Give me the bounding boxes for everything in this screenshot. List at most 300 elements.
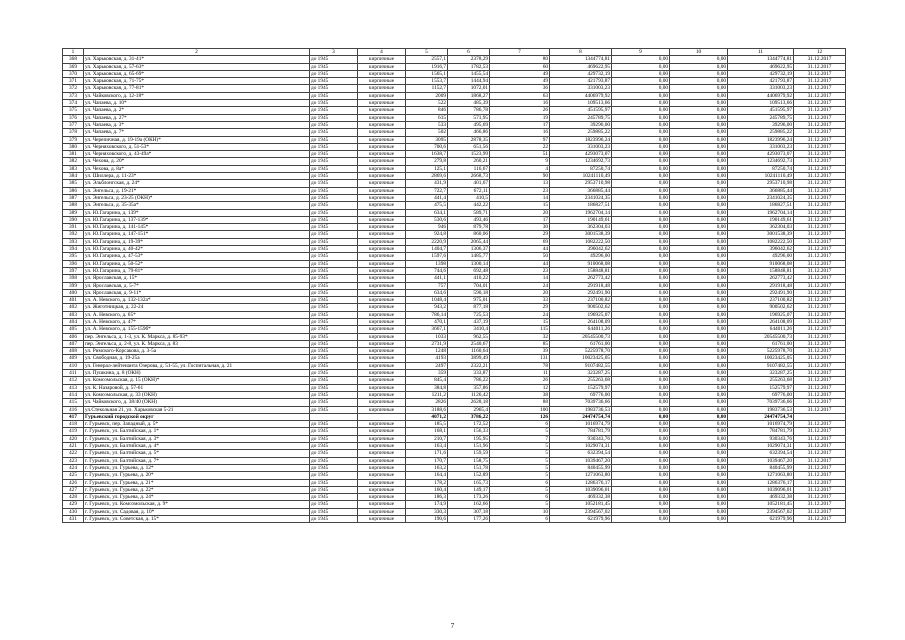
- table-cell: 5225978,70: [728, 348, 794, 355]
- table-cell: 0,00: [612, 202, 670, 209]
- table-cell: 0,00: [612, 260, 670, 267]
- table-cell: 151,78: [448, 464, 490, 471]
- table-cell: 846: [406, 107, 448, 114]
- table-cell: 31.12.2017: [794, 100, 846, 107]
- table-cell: 1638,7: [406, 151, 448, 158]
- table-cell: 30: [490, 224, 550, 231]
- table-cell: 5: [490, 450, 550, 457]
- table-cell: до 1945: [310, 355, 358, 362]
- table-cell: до 1945: [310, 114, 358, 121]
- table-cell: ул. Черняховского, д. 51-53*: [84, 143, 310, 150]
- table-cell: кирпичные: [358, 304, 406, 311]
- table-cell: 10: [490, 508, 550, 515]
- table-cell: 190149,61: [550, 216, 612, 223]
- table-cell: 786,14: [406, 311, 448, 318]
- table-cell: 31.12.2017: [794, 464, 846, 471]
- table-cell: 0,00: [612, 238, 670, 245]
- table-cell: 9107482,55: [728, 362, 794, 369]
- table-cell: ул. Чайковского, д. 38/40 (ОКН): [84, 399, 310, 406]
- table-cell: 31.12.2017: [794, 136, 846, 143]
- table-cell: ул. Римского-Корсакова, д. 3-5а: [84, 348, 310, 355]
- table-cell: 475,5: [406, 202, 448, 209]
- table-cell: 31.12.2017: [794, 391, 846, 398]
- table-cell: 0,00: [612, 194, 670, 201]
- table-cell: 371: [63, 78, 84, 85]
- table-cell: 31.12.2017: [794, 289, 846, 296]
- column-number-cell: 8: [550, 49, 612, 56]
- table-cell: 163,2: [406, 464, 448, 471]
- table-cell: 31.12.2017: [794, 428, 846, 435]
- table-cell: 396: [63, 260, 84, 267]
- table-cell: 109513,66: [550, 100, 612, 107]
- table-cell: 417: [63, 413, 84, 420]
- table-cell: 3410,4: [448, 326, 490, 333]
- table-cell: 0,00: [670, 238, 728, 245]
- column-number-cell: 3: [310, 49, 358, 56]
- table-cell: г. Гурьевск, ул. Балтийская, д. 5*: [84, 450, 310, 457]
- table-cell: 366885,44: [550, 187, 612, 194]
- table-cell: ул. Ю.Гагарина, д. 47-53*: [84, 253, 310, 260]
- table-cell: 291918,48: [550, 282, 612, 289]
- table-cell: 401,67: [448, 180, 490, 187]
- table-cell: до 1945: [310, 253, 358, 260]
- table-cell: ул. Энгельса, д. 23-25 (ОКН)*: [84, 194, 310, 201]
- table-row: [63, 165, 846, 172]
- table-cell: 0,00: [670, 187, 728, 194]
- table-cell: 323287,25: [550, 370, 612, 377]
- table-cell: 786,22: [448, 377, 490, 384]
- table-cell: г. Гурьевск, ул. Гурьева, д. 20*: [84, 472, 310, 479]
- table-cell: 0,00: [670, 282, 728, 289]
- table-cell: 962,55: [448, 333, 490, 340]
- table-cell: 368: [63, 56, 84, 63]
- table-cell: до 1945: [310, 479, 358, 486]
- table-cell: 404: [63, 318, 84, 325]
- table-row: [63, 63, 846, 70]
- table-cell: ул. Свободная, д. 19-25а: [84, 355, 310, 362]
- table-cell: [310, 413, 358, 420]
- table-cell: г. Гурьевск, ул. Гурьева, д. 22*: [84, 486, 310, 493]
- table-cell: ул. Жиготницкая, д. 22-24: [84, 304, 310, 311]
- table-cell: 0,00: [670, 304, 728, 311]
- table-cell: 378: [63, 129, 84, 136]
- table-cell: 0,00: [612, 92, 670, 99]
- table-row: [63, 187, 846, 194]
- table-cell: 410,5: [448, 194, 490, 201]
- table-cell: 410,22: [448, 275, 490, 282]
- table-row: [63, 399, 846, 406]
- table-cell: 152579,97: [728, 384, 794, 391]
- table-cell: 571,95: [448, 114, 490, 121]
- table-row: [63, 304, 846, 311]
- table-cell: 431: [63, 516, 84, 523]
- table-cell: 31.12.2017: [794, 362, 846, 369]
- table-cell: 109513,66: [728, 100, 794, 107]
- table-cell: 1868,27: [448, 92, 490, 99]
- table-cell: кирпичные: [358, 501, 406, 508]
- table-cell: 1082222,50: [728, 238, 794, 245]
- table-cell: до 1945: [310, 158, 358, 165]
- table-cell: ул. Шиллера, д. 11-23*: [84, 173, 310, 180]
- column-number-row: [63, 49, 846, 56]
- table-cell: 0,00: [670, 450, 728, 457]
- table-cell: кирпичные: [358, 151, 406, 158]
- table-cell: 0,00: [612, 297, 670, 304]
- table-cell: 26: [490, 107, 550, 114]
- table-cell: 784781,79: [728, 428, 794, 435]
- table-row: [63, 289, 846, 296]
- table-cell: 260,21: [448, 158, 490, 165]
- table-cell: 165,73: [448, 479, 490, 486]
- table-cell: 292491,90: [550, 289, 612, 296]
- table-cell: 31.12.2017: [794, 486, 846, 493]
- column-number-cell: 4: [358, 49, 406, 56]
- table-cell: ул. Чапаева, д. 3*: [84, 121, 310, 128]
- table-row: [63, 158, 846, 165]
- table-cell: 12: [490, 384, 550, 391]
- table-cell: 422: [63, 450, 84, 457]
- table-cell: 3899,49: [448, 355, 490, 362]
- table-cell: 31.12.2017: [794, 377, 846, 384]
- table-cell: 0,00: [612, 63, 670, 70]
- table-cell: 78: [490, 362, 550, 369]
- table-row: [63, 340, 846, 347]
- table-cell: до 1945: [310, 107, 358, 114]
- table-cell: 0,00: [612, 472, 670, 479]
- table-cell: 31.12.2017: [794, 384, 846, 391]
- table-row: [63, 121, 846, 128]
- table-cell: 0,00: [612, 282, 670, 289]
- table-cell: 0,00: [670, 114, 728, 121]
- table-row: [63, 508, 846, 515]
- table-cell: кирпичные: [358, 384, 406, 391]
- table-cell: 692,48: [448, 267, 490, 274]
- table-cell: кирпичные: [358, 136, 406, 143]
- table-cell: кирпичные: [358, 202, 406, 209]
- table-cell: 384: [63, 173, 84, 180]
- table-cell: 331003,23: [728, 85, 794, 92]
- table-cell: 391: [63, 224, 84, 231]
- table-cell: кирпичные: [358, 289, 406, 296]
- table-cell: 0,00: [670, 224, 728, 231]
- table-cell: 644011,26: [728, 326, 794, 333]
- table-cell: кирпичные: [358, 194, 406, 201]
- table-cell: 0,00: [612, 443, 670, 450]
- table-cell: 31.12.2017: [794, 457, 846, 464]
- table-cell: 403: [63, 311, 84, 318]
- table-cell: 24474754,74: [728, 413, 794, 420]
- table-cell: 401: [63, 297, 84, 304]
- table-cell: г. Гурьевск, ул. Гурьева, д. 21*: [84, 479, 310, 486]
- table-cell: 2378,29: [448, 56, 490, 63]
- table-cell: до 1945: [310, 246, 358, 253]
- table-cell: 1016974,79: [550, 421, 612, 428]
- table-cell: 10023425,05: [550, 355, 612, 362]
- table-cell: 413: [63, 384, 84, 391]
- table-cell: 533: [406, 121, 448, 128]
- table-row: [63, 216, 846, 223]
- table-cell: 370: [63, 70, 84, 77]
- table-cell: 946: [406, 224, 448, 231]
- table-cell: 0,00: [612, 384, 670, 391]
- table-cell: до 1945: [310, 501, 358, 508]
- table-cell: ул. Ю.Гагарина, д. 137-139*: [84, 216, 310, 223]
- column-number-cell: 9: [612, 49, 670, 56]
- table-cell: 0,00: [612, 158, 670, 165]
- table-cell: 158,75: [448, 457, 490, 464]
- table-cell: 186827,51: [550, 202, 612, 209]
- table-cell: 877,18: [448, 304, 490, 311]
- table-cell: 0,00: [612, 494, 670, 501]
- table-cell: 0,00: [670, 70, 728, 77]
- table-cell: кирпичные: [358, 326, 406, 333]
- table-cell: 672,11: [448, 187, 490, 194]
- column-number-cell: 7: [490, 49, 550, 56]
- table-cell: 0,00: [670, 100, 728, 107]
- table-cell: 87250,74: [728, 165, 794, 172]
- table-row: [63, 136, 846, 143]
- table-cell: 410: [63, 362, 84, 369]
- table-cell: 2009: [406, 92, 448, 99]
- table-cell: 31.12.2017: [794, 253, 846, 260]
- table-cell: ул. Харьковская, д. 77-81*: [84, 85, 310, 92]
- table-cell: 840455,99: [728, 464, 794, 471]
- table-cell: кирпичные: [358, 333, 406, 340]
- table-cell: 44: [490, 260, 550, 267]
- table-cell: 0,00: [670, 165, 728, 172]
- table-cell: 16: [490, 100, 550, 107]
- table-cell: 0,00: [612, 508, 670, 515]
- table-cell: до 1945: [310, 289, 358, 296]
- table-cell: г. Гурьевск, ул. Садовая, д. 10*: [84, 508, 310, 515]
- table-cell: 395: [63, 253, 84, 260]
- table-cell: до 1945: [310, 333, 358, 340]
- table-cell: 49296,00: [550, 253, 612, 260]
- table-row: [63, 180, 846, 187]
- table-cell: 4: [490, 165, 550, 172]
- table-cell: 0,00: [612, 377, 670, 384]
- table-cell: 860,06: [448, 231, 490, 238]
- table-row: [63, 428, 846, 435]
- table-cell: ул. Черняховского, д. 43-49а*: [84, 151, 310, 158]
- table-cell: 31.12.2017: [794, 399, 846, 406]
- table-cell: 49296,00: [728, 253, 794, 260]
- table-cell: 0,00: [670, 413, 728, 420]
- table-cell: до 1945: [310, 457, 358, 464]
- table-cell: 409: [63, 355, 84, 362]
- table-cell: ул. Чапаева, д. 7*: [84, 129, 310, 136]
- table-cell: 415: [63, 399, 84, 406]
- table-cell: 100: [490, 406, 550, 413]
- table-cell: 20545500,73: [550, 333, 612, 340]
- table-cell: 262773,42: [728, 275, 794, 282]
- table-cell: 0,00: [612, 362, 670, 369]
- table-cell: 5: [490, 443, 550, 450]
- table-cell: 0,00: [670, 362, 728, 369]
- table-cell: 1039467,20: [728, 457, 794, 464]
- table-cell: 3786,22: [448, 413, 490, 420]
- table-cell: 31.12.2017: [794, 173, 846, 180]
- table-cell: 0,00: [612, 85, 670, 92]
- table-cell: 0,00: [612, 70, 670, 77]
- table-cell: 0,00: [670, 158, 728, 165]
- table-cell: до 1945: [310, 428, 358, 435]
- table-cell: 392: [63, 231, 84, 238]
- table-cell: 0,00: [612, 318, 670, 325]
- table-cell: 1016974,79: [728, 421, 794, 428]
- table-cell: 164,4: [406, 472, 448, 479]
- table-cell: 19: [490, 114, 550, 121]
- table-cell: 429: [63, 501, 84, 508]
- table-cell: 398: [63, 275, 84, 282]
- table-cell: 23: [490, 187, 550, 194]
- table-cell: 0,00: [612, 216, 670, 223]
- table-cell: до 1945: [310, 370, 358, 377]
- table-cell: до 1945: [310, 136, 358, 143]
- table-cell: кирпичные: [358, 129, 406, 136]
- table-cell: ул. Харьковская, д. 31-41*: [84, 56, 310, 63]
- table-cell: 2220,9: [406, 238, 448, 245]
- table-cell: до 1945: [310, 450, 358, 457]
- table-cell: до 1945: [310, 311, 358, 318]
- table-cell: 0,00: [612, 121, 670, 128]
- table-row: [63, 209, 846, 216]
- table-cell: 372: [63, 85, 84, 92]
- table-cell: 416: [63, 406, 84, 413]
- table-cell: 634,1: [406, 209, 448, 216]
- table-cell: 441,4: [406, 194, 448, 201]
- table-cell: 49: [490, 70, 550, 77]
- table-cell: 1398: [406, 260, 448, 267]
- table-cell: 1306,37: [448, 246, 490, 253]
- table-cell: 24: [490, 311, 550, 318]
- table-cell: 51: [490, 151, 550, 158]
- table-cell: кирпичные: [358, 216, 406, 223]
- table-cell: 0,00: [612, 457, 670, 464]
- table-cell: 0,00: [670, 136, 728, 143]
- table-cell: 36: [490, 85, 550, 92]
- table-cell: 0,00: [670, 464, 728, 471]
- table-cell: 0,00: [670, 494, 728, 501]
- table-cell: ул. Чапаева, д. 10*: [84, 100, 310, 107]
- table-cell: до 1945: [310, 494, 358, 501]
- table-cell: до 1945: [310, 92, 358, 99]
- table-row: [63, 78, 846, 85]
- table-cell: 840455,99: [550, 464, 612, 471]
- table-cell: до 1945: [310, 70, 358, 77]
- table-cell: 376: [63, 114, 84, 121]
- table-cell: 0,00: [670, 267, 728, 274]
- table-cell: 0,00: [670, 479, 728, 486]
- table-cell: 0,00: [670, 63, 728, 70]
- table-cell: 0,00: [612, 180, 670, 187]
- table-cell: 39296,00: [728, 121, 794, 128]
- table-cell: 44: [490, 246, 550, 253]
- table-cell: 31.12.2017: [794, 267, 846, 274]
- table-cell: 704,01: [448, 282, 490, 289]
- table-cell: 31.12.2017: [794, 435, 846, 442]
- table-row: [63, 253, 846, 260]
- table-cell: 393: [63, 238, 84, 245]
- table-cell: кирпичные: [358, 457, 406, 464]
- table-cell: 2497: [406, 362, 448, 369]
- table-cell: 0,00: [612, 450, 670, 457]
- table-cell: ул. А. Невского, д. 65*: [84, 311, 310, 318]
- table-row: [63, 413, 846, 420]
- table-row: [63, 85, 846, 92]
- register-table-container: [62, 48, 845, 523]
- table-cell: 259885,22: [550, 129, 612, 136]
- table-row: [63, 92, 846, 99]
- table-cell: 375: [63, 107, 84, 114]
- table-cell: 0,00: [670, 391, 728, 398]
- table-cell: 1052181,45: [728, 501, 794, 508]
- table-cell: 0,00: [612, 56, 670, 63]
- table-cell: 377: [63, 121, 84, 128]
- table-cell: 331003,23: [550, 143, 612, 150]
- table-cell: 0,00: [670, 289, 728, 296]
- table-cell: кирпичные: [358, 173, 406, 180]
- table-cell: 4071,2: [406, 413, 448, 420]
- table-cell: 381: [63, 151, 84, 158]
- table-cell: 0,00: [612, 289, 670, 296]
- table-cell: 6: [490, 516, 550, 523]
- table-cell: кирпичные: [358, 450, 406, 457]
- table-cell: 421793,87: [550, 78, 612, 85]
- table-cell: ул. Комсомольская, д. 15 (ОКН)*: [84, 377, 310, 384]
- table-cell: 31.12.2017: [794, 326, 846, 333]
- table-cell: 0,00: [612, 391, 670, 398]
- table-cell: 16: [490, 129, 550, 136]
- table-cell: кирпичные: [358, 479, 406, 486]
- table-cell: 31.12.2017: [794, 114, 846, 121]
- table-cell: ул. К. Назаровой, д. 57-61: [84, 384, 310, 391]
- table-cell: 1962704,14: [550, 209, 612, 216]
- table-cell: 469622,95: [728, 63, 794, 70]
- table-cell: 31.12.2017: [794, 129, 846, 136]
- table-cell: ул. Ярославская, д. 9-11*: [84, 289, 310, 296]
- table-cell: г. Гурьевск, ул. Гурьева, д. 12*: [84, 464, 310, 471]
- table-cell: 1565,1: [406, 70, 448, 77]
- table-cell: кирпичные: [358, 399, 406, 406]
- table-cell: до 1945: [310, 151, 358, 158]
- table-cell: до 1945: [310, 202, 358, 209]
- table-cell: 31.12.2017: [794, 494, 846, 501]
- table-cell: 116,67: [448, 165, 490, 172]
- table-cell: 9107482,55: [550, 362, 612, 369]
- table-cell: 0,00: [670, 180, 728, 187]
- table-cell: ул. Харьковская, д. 65-69*: [84, 70, 310, 77]
- table-cell: кирпичные: [358, 428, 406, 435]
- table-row: [63, 246, 846, 253]
- table-cell: 168,1: [406, 428, 448, 435]
- table-cell: 31.12.2017: [794, 85, 846, 92]
- table-cell: 170,7: [406, 457, 448, 464]
- table-cell: 359: [406, 370, 448, 377]
- table-cell: 634,6: [406, 289, 448, 296]
- table-row: [63, 260, 846, 267]
- table-cell: 437,19: [448, 318, 490, 325]
- table-row: [63, 479, 846, 486]
- table-cell: до 1945: [310, 260, 358, 267]
- table-cell: 469332,38: [550, 494, 612, 501]
- table-cell: 7: [490, 435, 550, 442]
- table-cell: 0,00: [670, 173, 728, 180]
- table-cell: до 1945: [310, 100, 358, 107]
- table-cell: 31.12.2017: [794, 479, 846, 486]
- table-cell: 10241110,49: [728, 173, 794, 180]
- table-cell: 900502,62: [550, 304, 612, 311]
